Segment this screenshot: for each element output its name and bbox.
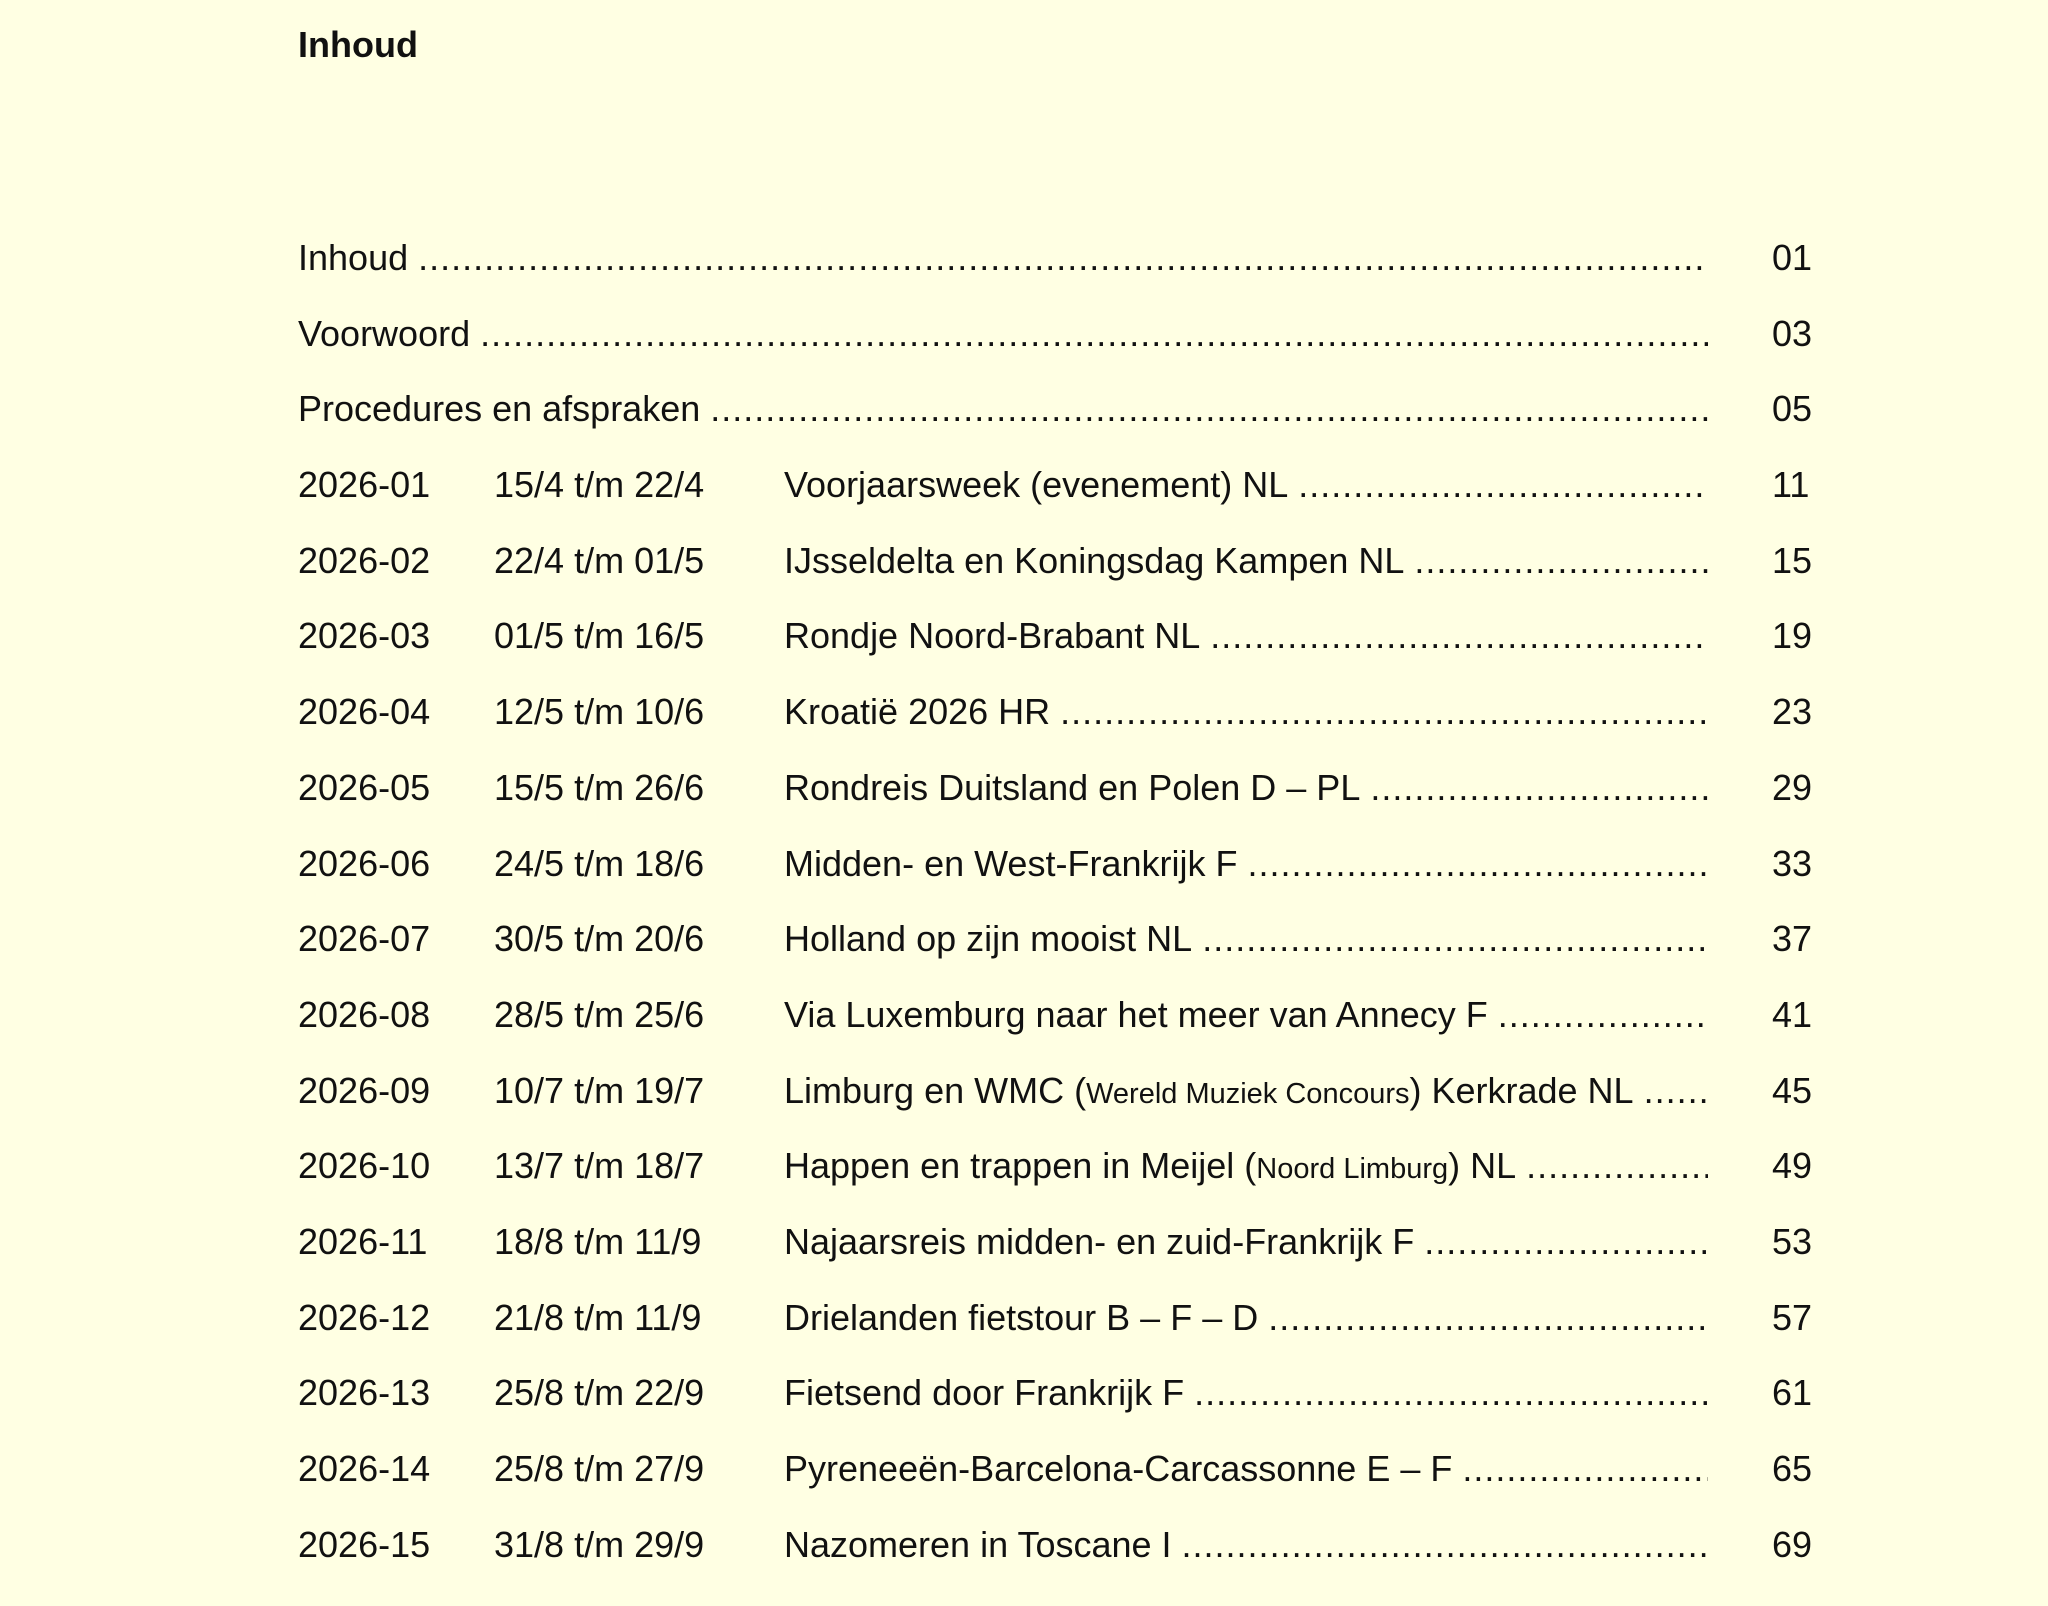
toc-row-trip-2026-04 <box>298 687 1818 763</box>
trip-code: 2026-08 <box>298 993 431 1035</box>
dot-leader <box>1200 611 1708 661</box>
trip-code: 2026-10 <box>298 1145 431 1187</box>
trip-entry <box>784 536 1708 586</box>
trip-dates: 22/4 t/m 01/5 <box>494 539 705 581</box>
trip-entry <box>784 914 1708 964</box>
trip-dates: 25/8 t/m 27/9 <box>494 1448 705 1489</box>
toc-entry <box>298 309 1708 359</box>
dot-leader <box>1172 1520 1708 1570</box>
dot-leader <box>1050 687 1708 737</box>
trip-entry <box>784 1293 1708 1343</box>
toc-title: Inhoud <box>298 237 409 278</box>
trip-dates: 13/7 t/m 18/7 <box>494 1145 705 1187</box>
trip-title-before: Happen en trappen in Meijel ( <box>784 1145 1257 1187</box>
trip-page-number: 19 <box>1772 615 1813 657</box>
toc-row-trip-2026-01 <box>298 460 1818 536</box>
trip-page-number: 57 <box>1772 1296 1813 1338</box>
trip-entry <box>784 611 1708 661</box>
trip-code: 2026-03 <box>298 615 431 657</box>
trip-page-number: 11 <box>1772 464 1810 506</box>
toc-row-trip-2026-07 <box>298 914 1818 990</box>
trip-title: Rondreis Duitsland en Polen D – PL <box>784 766 1361 808</box>
toc-page-number: 01 <box>1772 237 1813 278</box>
trip-code: 2026-15 <box>298 1523 431 1565</box>
toc-title: Procedures en afspraken <box>298 388 701 430</box>
toc-entry <box>298 233 1708 283</box>
toc-row-trip-2026-06 <box>298 839 1818 915</box>
trip-title: Rondje Noord-Brabant NL <box>784 615 1201 657</box>
trip-code: 2026-01 <box>298 464 431 506</box>
trip-dates: 24/5 t/m 18/6 <box>494 842 705 884</box>
trip-dates: 21/8 t/m 11/9 <box>494 1296 702 1338</box>
trip-code: 2026-09 <box>298 1069 431 1111</box>
trip-page-number: 41 <box>1772 993 1813 1035</box>
trip-page-number: 69 <box>1772 1523 1813 1565</box>
trip-title <box>784 1066 1634 1119</box>
trip-page-number: 61 <box>1772 1372 1813 1414</box>
dot-leader <box>470 309 1708 359</box>
trip-code: 2026-04 <box>298 691 431 733</box>
trip-entry <box>784 1368 1708 1418</box>
trip-title: Najaarsreis midden- en zuid-Frankrijk F <box>784 1220 1415 1262</box>
trip-title: Holland op zijn mooist NL <box>784 918 1193 960</box>
trip-page-number: 53 <box>1772 1220 1813 1262</box>
trip-title: Kroatië 2026 HR <box>784 691 1051 733</box>
trip-title: Voorjaarsweek (evenement) NL <box>784 464 1289 506</box>
toc-row-trip-2026-12 <box>298 1293 1818 1369</box>
dot-leader <box>1258 1293 1708 1343</box>
trip-dates: 15/4 t/m 22/4 <box>494 464 705 506</box>
trip-code: 2026-06 <box>298 842 431 884</box>
toc-row-trip-2026-09 <box>298 1066 1818 1142</box>
trip-code: 2026-05 <box>298 766 431 808</box>
trip-code: 2026-02 <box>298 539 431 581</box>
toc-page-number: 03 <box>1772 312 1813 354</box>
dot-leader <box>1404 536 1708 586</box>
toc-page-number: 05 <box>1772 388 1813 430</box>
trip-page-number: 45 <box>1772 1069 1813 1111</box>
trip-title: Fietsend door Frankrijk F <box>784 1372 1185 1414</box>
table-of-contents <box>298 233 1818 1595</box>
trip-entry <box>784 1520 1708 1570</box>
toc-title: Voorwoord <box>298 312 471 354</box>
trip-title: Midden- en West-Frankrijk F <box>784 842 1238 884</box>
trip-entry <box>784 763 1708 813</box>
trip-page-number: 49 <box>1772 1145 1813 1187</box>
toc-row-trip-2026-02 <box>298 536 1818 612</box>
page-heading: Inhoud <box>298 24 418 65</box>
trip-entry <box>784 1066 1708 1119</box>
trip-page-number: 23 <box>1772 691 1813 733</box>
trip-entry <box>784 1444 1708 1494</box>
toc-row-trip-2026-03 <box>298 611 1818 687</box>
trip-entry <box>784 1141 1708 1194</box>
trip-entry <box>784 687 1708 737</box>
dot-leader <box>1488 990 1708 1040</box>
dot-leader <box>1288 460 1708 510</box>
dot-leader <box>1452 1444 1708 1494</box>
trip-title: Nazomeren in Toscane I <box>784 1523 1172 1565</box>
trip-page-number: 37 <box>1772 918 1813 960</box>
toc-row-trip-2026-15 <box>298 1520 1818 1596</box>
trip-title: Pyreneeën-Barcelona-Carcassonne E – F <box>784 1448 1453 1489</box>
toc-row-trip-2026-13 <box>298 1368 1818 1444</box>
toc-row-voorwoord <box>298 309 1818 385</box>
toc-row-trip-2026-08 <box>298 990 1818 1066</box>
trip-title-after: ) NL <box>1448 1145 1517 1187</box>
trip-page-number: 15 <box>1772 539 1813 581</box>
trip-page-number: 65 <box>1772 1448 1813 1489</box>
trip-dates: 15/5 t/m 26/6 <box>494 766 705 808</box>
trip-title-note: Wereld Muziek Concours <box>1086 1077 1410 1110</box>
trip-code: 2026-11 <box>298 1220 428 1262</box>
dot-leader <box>1237 839 1708 889</box>
trip-dates: 31/8 t/m 29/9 <box>494 1523 705 1565</box>
toc-row-trip-2026-05 <box>298 763 1818 839</box>
dot-leader <box>1360 763 1708 813</box>
trip-page-number: 29 <box>1772 766 1813 808</box>
toc-row-inhoud <box>298 233 1818 309</box>
toc-row-trip-2026-14 <box>298 1444 1818 1520</box>
trip-title <box>784 1141 1516 1194</box>
trip-dates: 28/5 t/m 25/6 <box>494 993 705 1035</box>
dot-leader <box>700 384 1708 434</box>
trip-code: 2026-12 <box>298 1296 431 1338</box>
trip-title: Drielanden fietstour B – F – D <box>784 1296 1259 1338</box>
dot-leader <box>1192 914 1708 964</box>
toc-entry <box>298 384 1708 434</box>
trip-title: Via Luxemburg naar het meer van Annecy F <box>784 993 1488 1035</box>
trip-dates: 18/8 t/m 11/9 <box>494 1220 702 1262</box>
trip-dates: 25/8 t/m 22/9 <box>494 1372 705 1414</box>
trip-code: 2026-14 <box>298 1448 431 1489</box>
dot-leader <box>1414 1217 1708 1267</box>
dot-leader <box>1184 1368 1708 1418</box>
trip-entry <box>784 839 1708 889</box>
trip-dates: 10/7 t/m 19/7 <box>494 1069 705 1111</box>
trip-title-note: Noord Limburg <box>1256 1153 1449 1186</box>
trip-code: 2026-07 <box>298 918 431 960</box>
trip-entry <box>784 990 1708 1040</box>
toc-row-procedures <box>298 384 1818 460</box>
trip-title: IJsseldelta en Koningsdag Kampen NL <box>784 539 1405 581</box>
trip-code: 2026-13 <box>298 1372 431 1414</box>
dot-leader <box>1516 1141 1708 1194</box>
trip-dates: 12/5 t/m 10/6 <box>494 691 705 733</box>
dot-leader <box>408 233 1708 283</box>
trip-dates: 01/5 t/m 16/5 <box>494 615 705 657</box>
trip-entry <box>784 1217 1708 1267</box>
dot-leader <box>1634 1066 1708 1119</box>
trip-entry <box>784 460 1708 510</box>
trip-title-after: ) Kerkrade NL <box>1409 1069 1634 1111</box>
trip-page-number: 33 <box>1772 842 1813 884</box>
trip-dates: 30/5 t/m 20/6 <box>494 918 705 960</box>
toc-row-trip-2026-10 <box>298 1141 1818 1217</box>
toc-row-trip-2026-11 <box>298 1217 1818 1293</box>
trip-title-before: Limburg en WMC ( <box>784 1069 1087 1111</box>
